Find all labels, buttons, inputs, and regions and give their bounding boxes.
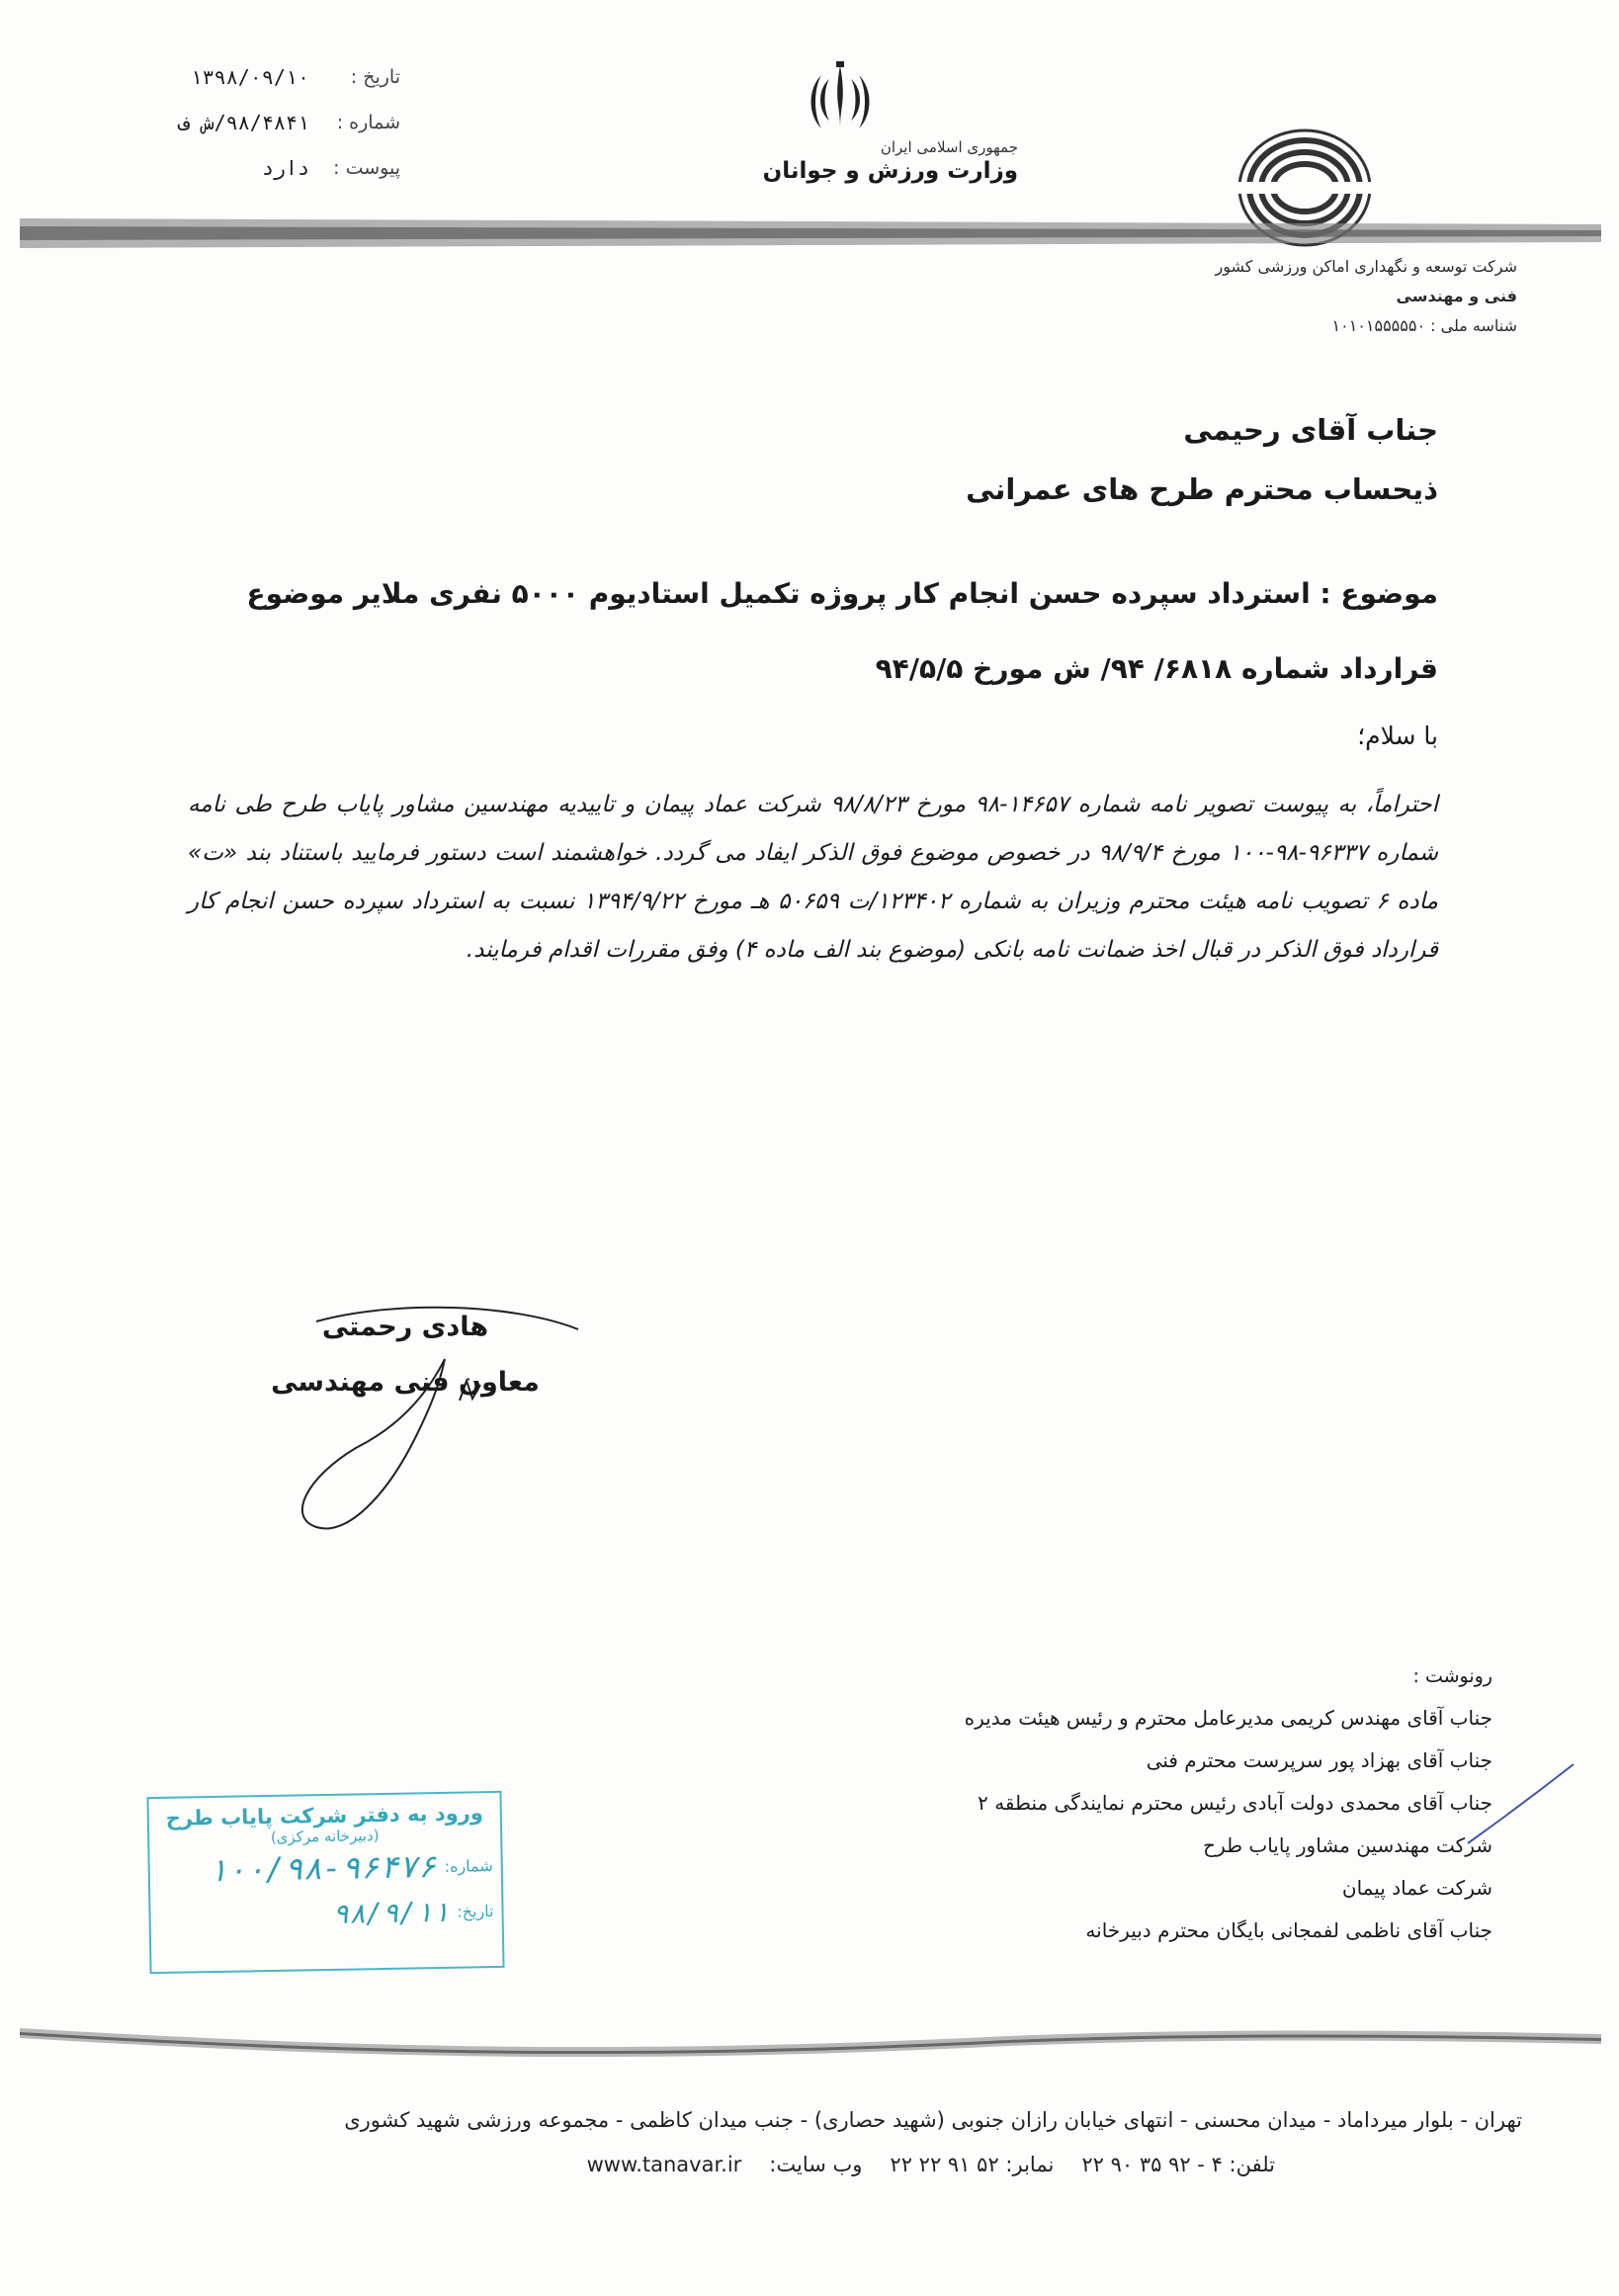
company-national-id: شناسه ملی : ۱۰۱۰۱۵۵۵۵۵۰ xyxy=(1331,316,1517,335)
footer-address: تهران - بلوار میرداماد - میدان محسنی - انتهای خیابان رازان جنوبی (شهید حصاری) - جنب میدان کاظمی - مجموعه ورزشی شهید کشوری xyxy=(344,2108,1522,2132)
received-stamp xyxy=(146,1791,504,1974)
company-name: شرکت توسعه و نگهداری اماکن ورزشی کشور xyxy=(1215,257,1517,276)
number-label: شماره : xyxy=(336,112,400,133)
footer-band xyxy=(20,2006,1601,2066)
iran-emblem-icon xyxy=(806,59,875,140)
cc-item: جناب آقای محمدی دولت آبادی رئیس محترم نمایندگی منطقه ۲ xyxy=(978,1791,1492,1815)
meta-number-row xyxy=(124,100,400,145)
letter-body: احتراماً، به پیوست تصویر نامه شماره ۱۴۶۵۷-۹۸ مورخ ۹۸/۸/۲۳ شرکت عماد پیمان و تاییدیه مهندسین مشاور پایاب طرح طی نامه شماره ۹۶۳۳۷-۹۸-۱۰۰ مورخ ۹۸/۹/۴ در خصوص موضوع فوق الذکر ایفاد می گردد. خواهشمند است دستور فرمایید باستناد بند «ت» ماده ۶ تصویب نامه هیئت محترم وزیران به شماره ۱۲۳۴۰۲/ت ۵۰۶۵۹ هـ مورخ ۱۳۹۴/۹/۲۲ نسبت به استرداد سپرده حسن انجام کار قرارداد فوق الذکر در قبال اخذ ضمانت نامه بانکی (موضوع بند الف ماده ۴) وفق مقررات اقدام فرمایند. xyxy=(188,792,1439,963)
gov-country: جمهوری اسلامی ایران xyxy=(880,138,1018,156)
addressee-block xyxy=(395,413,1438,532)
addressee-title: ذیحساب محترم طرح های عمرانی xyxy=(966,472,1438,506)
signer-block xyxy=(247,1300,563,1410)
footer-website-link[interactable]: www.tanavar.ir xyxy=(586,2153,742,2176)
stamp-title: ورود به دفتر شرکت پایاب طرح xyxy=(165,1801,484,1830)
government-heading xyxy=(692,138,1018,184)
stamp-number-row xyxy=(149,1842,501,1894)
letter-subject: موضوع : استرداد سپرده حسن انجام کار پروژه تکمیل استادیوم ۵۰۰۰ نفری ملایر موضوع قرارداد شماره ۶۸۱۸/ ۹۴/ ش مورخ ۹۴/۵/۵ xyxy=(246,577,1438,685)
footer-phone: تلفن: ۴ - ۹۲ ۳۵ ۹۰ ۲۲ xyxy=(1081,2153,1275,2176)
greeting: با سلام؛ xyxy=(1357,722,1438,750)
gov-ministry: وزارت ورزش و جوانان xyxy=(762,158,1018,184)
checkmark-icon xyxy=(1463,1759,1581,1858)
footer-website-label: وب سایت: xyxy=(769,2153,863,2176)
cc-item: جناب آقای بهزاد پور سرپرست محترم فنی xyxy=(1146,1748,1492,1772)
footer-block xyxy=(198,2095,1522,2184)
letter-meta xyxy=(124,54,400,191)
cc-item: شرکت عماد پیمان xyxy=(1341,1876,1492,1900)
cc-item: جناب آقای ناظمی لفمجانی بایگان محترم دبیرخانه xyxy=(1085,1918,1492,1942)
cc-item: شرکت مهندسین مشاور پایاب طرح xyxy=(1203,1833,1492,1857)
stamp-subtitle: (دبیرخانه مرکزی) xyxy=(270,1827,380,1846)
meta-attachment-row xyxy=(124,145,400,191)
signer-name: هادی رحمتی xyxy=(321,1312,489,1342)
cc-item: جناب آقای مهندس کریمی مدیرعامل محترم و رئیس هیئت مدیره xyxy=(964,1706,1492,1730)
cc-list xyxy=(554,1656,1492,1952)
company-department: فنی و مهندسی xyxy=(1396,287,1517,305)
stamp-date-label: تاریخ: xyxy=(457,1901,494,1921)
addressee-name: جناب آقای رحیمی xyxy=(1183,413,1438,447)
date-label: تاریخ : xyxy=(350,66,400,88)
footer-contact xyxy=(198,2145,1522,2184)
signer-title: معاون فنی مهندسی xyxy=(271,1367,540,1398)
stamp-date-row xyxy=(150,1888,502,1939)
number-value: ۹۸/۴۸۴۱/ش ف xyxy=(178,111,309,134)
cc-title: رونوشت : xyxy=(1412,1665,1492,1687)
stamp-number-label: شماره: xyxy=(444,1855,493,1876)
footer-fax: نمابر: ۵۲ ۹۱ ۲۲ ۲۲ xyxy=(890,2153,1055,2176)
stamp-number-value: ۱۰۰/۹۸-۹۶۴۷۶ xyxy=(208,1847,438,1890)
meta-date-row xyxy=(124,54,400,100)
attachment-label: پیوست : xyxy=(333,157,400,179)
attachment-value: دارد xyxy=(261,156,309,180)
company-block xyxy=(1067,252,1517,341)
date-value: ۱۳۹۸/۰۹/۱۰ xyxy=(190,65,309,89)
header-band xyxy=(20,214,1601,254)
stamp-date-value: ۹۸/۹/۱۱ xyxy=(332,1895,450,1930)
